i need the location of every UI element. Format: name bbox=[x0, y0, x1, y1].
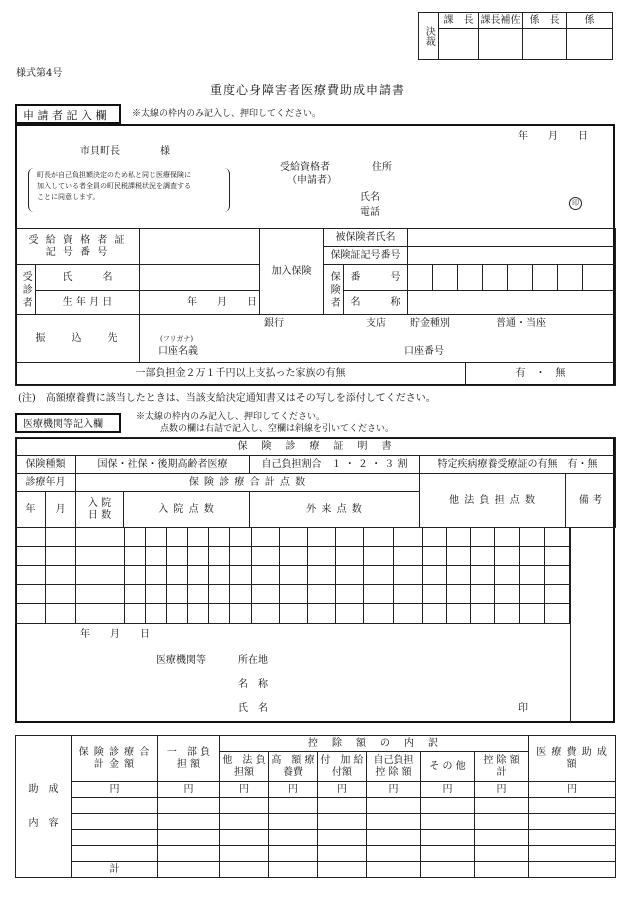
grid-cell[interactable] bbox=[16, 566, 46, 585]
grid-cell[interactable] bbox=[364, 604, 393, 624]
insurer-number-label: 番 号 bbox=[344, 265, 408, 291]
grid-cell[interactable] bbox=[519, 528, 544, 547]
grid-cell[interactable] bbox=[471, 585, 495, 604]
grid-cell[interactable] bbox=[76, 566, 124, 585]
grid-cell[interactable] bbox=[364, 528, 393, 547]
amount-cell[interactable] bbox=[158, 814, 220, 830]
deduction-total-label: 控 除 額 計 bbox=[475, 752, 529, 782]
grid-cell[interactable] bbox=[16, 604, 46, 624]
insurer-digit[interactable] bbox=[433, 265, 458, 291]
grid-cell[interactable] bbox=[308, 547, 336, 566]
grid-cell[interactable] bbox=[167, 566, 188, 585]
grid-cell[interactable] bbox=[145, 566, 166, 585]
insurer-digit[interactable] bbox=[558, 265, 583, 291]
cert-number-label: 受 給 資 格 者 証 記 号 番 号 bbox=[16, 229, 140, 265]
grid-cell[interactable] bbox=[167, 585, 188, 604]
high-cost-label: 高 額 療養費 bbox=[269, 752, 318, 782]
grid-cell[interactable] bbox=[230, 547, 251, 566]
grid-cell[interactable] bbox=[308, 604, 336, 624]
grid-cell[interactable] bbox=[124, 547, 145, 566]
grid-cell[interactable] bbox=[124, 528, 145, 547]
cert-date[interactable]: 年 月 日 bbox=[80, 629, 150, 640]
approval-header: 係 bbox=[567, 13, 613, 29]
grid-cell[interactable] bbox=[393, 528, 422, 547]
grid-cell[interactable] bbox=[230, 585, 251, 604]
yen-unit: 円 bbox=[475, 782, 529, 798]
insurance-type-options[interactable]: 国保・社保・後期高齢者医療 bbox=[76, 456, 250, 474]
location-label: 所在地 bbox=[238, 655, 268, 666]
yen-unit: 円 bbox=[421, 782, 475, 798]
grid-cell[interactable] bbox=[251, 585, 279, 604]
amount-cell[interactable] bbox=[158, 830, 220, 846]
grid-cell[interactable] bbox=[124, 604, 145, 624]
applicant-table bbox=[15, 228, 616, 363]
consent-text: 町長が自己負担額決定のため私と同じ医療保険に bbox=[37, 171, 191, 179]
total-amount-label: 保 険 診 療 合 計 金 額 bbox=[72, 736, 158, 782]
approval-header: 課 長 bbox=[439, 13, 479, 29]
amount-cell[interactable] bbox=[318, 814, 367, 830]
inpatient-days-label: 入 院 日 数 bbox=[76, 492, 124, 528]
grid-cell[interactable] bbox=[188, 547, 209, 566]
grid-cell[interactable] bbox=[544, 585, 569, 604]
grid-cell[interactable] bbox=[308, 585, 336, 604]
insurer-digit[interactable] bbox=[533, 265, 558, 291]
birthdate-label: 生 年 月 日 bbox=[36, 291, 140, 315]
grid-cell[interactable] bbox=[209, 528, 230, 547]
grid-cell[interactable] bbox=[422, 528, 446, 547]
patient-label: 受 診 者 bbox=[16, 265, 36, 315]
phone-label: 電話 bbox=[360, 207, 380, 218]
approval-header: 係 長 bbox=[523, 13, 567, 29]
footnote: (注) 高額療養費に該当したときは、当該支給決定通知書又はその写しを添付してください。 bbox=[18, 393, 436, 404]
amount-cell[interactable] bbox=[220, 862, 269, 878]
treatment-month-label: 診療年月 bbox=[16, 474, 76, 492]
grid-cell[interactable] bbox=[46, 604, 76, 624]
grid-cell[interactable] bbox=[124, 566, 145, 585]
grid-cell[interactable] bbox=[167, 528, 188, 547]
approval-stamp[interactable] bbox=[439, 29, 479, 60]
medical-header-table bbox=[15, 437, 616, 528]
consent-text: ことに同意します。 bbox=[37, 193, 100, 201]
amount-cell[interactable] bbox=[318, 798, 367, 814]
amount-cell[interactable] bbox=[421, 846, 475, 862]
amount-cell[interactable] bbox=[529, 814, 616, 830]
amount-cell[interactable] bbox=[220, 830, 269, 846]
grid-cell[interactable] bbox=[16, 585, 46, 604]
grid-cell[interactable] bbox=[393, 566, 422, 585]
grid-cell[interactable] bbox=[209, 547, 230, 566]
grid-cell[interactable] bbox=[279, 547, 307, 566]
grid-cell[interactable] bbox=[251, 566, 279, 585]
grid-cell[interactable] bbox=[251, 604, 279, 624]
insurer-name-label: 名 称 bbox=[344, 291, 408, 315]
certificate-title: 保 険 診 療 証 明 書 bbox=[16, 438, 616, 456]
outpatient-points-label: 外 来 点 数 bbox=[250, 492, 420, 528]
amount-cell[interactable] bbox=[72, 798, 158, 814]
grid-cell[interactable] bbox=[279, 528, 307, 547]
amount-cell[interactable] bbox=[367, 814, 421, 830]
deduction-breakdown-label: 控 除 額 の 内 訳 bbox=[220, 736, 529, 752]
grid-cell[interactable] bbox=[446, 585, 470, 604]
medical-note: ※太線の枠内のみ記入し、押印してください。 bbox=[136, 412, 326, 422]
applicant-note: ※太線の枠内のみ記入し、押印してください。 bbox=[132, 109, 322, 119]
grid-cell[interactable] bbox=[188, 604, 209, 624]
etc-label: そ の 他 bbox=[421, 752, 475, 782]
grid-cell[interactable] bbox=[76, 528, 124, 547]
insurer-name-field[interactable] bbox=[408, 291, 616, 315]
amount-cell[interactable] bbox=[158, 798, 220, 814]
amount-cell[interactable] bbox=[529, 862, 616, 878]
grid-cell[interactable] bbox=[76, 604, 124, 624]
institution-label: 医療機関等 bbox=[156, 655, 206, 666]
amount-cell[interactable] bbox=[421, 798, 475, 814]
bank-field[interactable]: 銀行 支店 貯金種別 普通・当座 (フリガナ) 口座名義 口座番号 bbox=[140, 315, 616, 363]
amount-cell[interactable] bbox=[529, 846, 616, 862]
approval-stamp[interactable] bbox=[479, 29, 523, 60]
cert-number-field[interactable] bbox=[140, 229, 260, 265]
grid-cell[interactable] bbox=[279, 604, 307, 624]
amount-cell[interactable] bbox=[475, 862, 529, 878]
approval-stamp[interactable] bbox=[523, 29, 567, 60]
recipient-sub: （申請者） bbox=[287, 175, 337, 186]
grid-cell[interactable] bbox=[251, 528, 279, 547]
grant-label: 助 成 内 容 bbox=[16, 736, 72, 878]
consent-text: 加入している者全員の町民税課税状況を調査する bbox=[37, 182, 191, 190]
month-label: 月 bbox=[46, 492, 76, 528]
grid-cell[interactable] bbox=[188, 566, 209, 585]
remarks-divider bbox=[570, 527, 571, 723]
grid-cell[interactable] bbox=[495, 604, 519, 624]
grid-cell[interactable] bbox=[471, 566, 495, 585]
insurer-digit[interactable] bbox=[583, 265, 616, 291]
medical-seal: 印 bbox=[518, 703, 528, 714]
copay-ratio[interactable]: 自己負担割合 １ ・ ２ ・ ３ 割 bbox=[250, 456, 420, 474]
grid-cell[interactable] bbox=[188, 528, 209, 547]
insurance-card-field[interactable] bbox=[408, 247, 616, 265]
amount-cell[interactable] bbox=[220, 846, 269, 862]
grid-cell[interactable] bbox=[124, 585, 145, 604]
grid-cell[interactable] bbox=[446, 604, 470, 624]
yen-unit: 円 bbox=[367, 782, 421, 798]
yen-unit: 円 bbox=[220, 782, 269, 798]
grid-cell[interactable] bbox=[167, 604, 188, 624]
grid-cell[interactable] bbox=[279, 585, 307, 604]
insured-name-field[interactable] bbox=[408, 229, 616, 247]
additional-benefit-label: 付 加 給付額 bbox=[318, 752, 367, 782]
grid-cell[interactable] bbox=[495, 547, 519, 566]
points-grid bbox=[15, 527, 570, 624]
grid-cell[interactable] bbox=[336, 566, 364, 585]
grid-cell[interactable] bbox=[495, 585, 519, 604]
other-law-label: 他 法 負担額 bbox=[220, 752, 269, 782]
approval-box bbox=[418, 12, 613, 60]
yen-unit: 円 bbox=[158, 782, 220, 798]
approval-header: 課長補佐 bbox=[479, 13, 523, 29]
amount-cell[interactable] bbox=[529, 830, 616, 846]
patient-name-label: 氏 名 bbox=[36, 265, 140, 291]
grid-cell[interactable] bbox=[251, 547, 279, 566]
amount-cell[interactable] bbox=[475, 814, 529, 830]
grid-cell[interactable] bbox=[446, 528, 470, 547]
grant-table bbox=[15, 735, 616, 878]
grid-cell[interactable] bbox=[167, 547, 188, 566]
total-label: 計 bbox=[72, 862, 158, 878]
grant-amount-label: 医 療 費 助 成 額 bbox=[529, 736, 616, 782]
amount-cell[interactable] bbox=[318, 862, 367, 878]
grid-cell[interactable] bbox=[308, 528, 336, 547]
grid-cell[interactable] bbox=[446, 566, 470, 585]
amount-cell[interactable] bbox=[269, 798, 318, 814]
grid-cell[interactable] bbox=[495, 528, 519, 547]
amount-cell[interactable] bbox=[475, 830, 529, 846]
grid-cell[interactable] bbox=[544, 528, 569, 547]
amount-cell[interactable] bbox=[72, 814, 158, 830]
grid-cell[interactable] bbox=[16, 528, 46, 547]
yen-unit: 円 bbox=[72, 782, 158, 798]
institution-name-label: 名 称 bbox=[238, 679, 268, 690]
doctor-name-label: 氏 名 bbox=[238, 703, 268, 714]
grid-cell[interactable] bbox=[519, 566, 544, 585]
amount-cell[interactable] bbox=[529, 798, 616, 814]
amount-cell[interactable] bbox=[158, 846, 220, 862]
grid-cell[interactable] bbox=[519, 585, 544, 604]
grid-cell[interactable] bbox=[364, 566, 393, 585]
grid-cell[interactable] bbox=[279, 566, 307, 585]
amount-cell[interactable] bbox=[367, 798, 421, 814]
grid-cell[interactable] bbox=[422, 604, 446, 624]
yen-unit: 円 bbox=[269, 782, 318, 798]
birthdate-field[interactable]: 年 月 日 bbox=[140, 291, 260, 315]
grid-cell[interactable] bbox=[46, 547, 76, 566]
yen-unit: 円 bbox=[529, 782, 616, 798]
insurer-digit[interactable] bbox=[508, 265, 533, 291]
family-question: 一部負担金２万１千円以上支払った家族の有無 bbox=[16, 363, 466, 386]
addressee: 市貝町長 様 bbox=[80, 146, 170, 157]
grid-cell[interactable] bbox=[471, 528, 495, 547]
grid-cell[interactable] bbox=[544, 566, 569, 585]
amount-cell[interactable] bbox=[269, 846, 318, 862]
grid-cell[interactable] bbox=[145, 585, 166, 604]
amount-cell[interactable] bbox=[269, 814, 318, 830]
grid-cell[interactable] bbox=[209, 585, 230, 604]
grid-cell[interactable] bbox=[76, 547, 124, 566]
amount-cell[interactable] bbox=[318, 846, 367, 862]
grid-cell[interactable] bbox=[393, 547, 422, 566]
grid-cell[interactable] bbox=[145, 528, 166, 547]
grid-cell[interactable] bbox=[519, 604, 544, 624]
amount-cell[interactable] bbox=[269, 830, 318, 846]
grid-cell[interactable] bbox=[336, 528, 364, 547]
bank-label: 振 込 先 bbox=[16, 315, 140, 363]
year-label: 年 bbox=[16, 492, 46, 528]
grid-cell[interactable] bbox=[16, 547, 46, 566]
amount-cell[interactable] bbox=[475, 798, 529, 814]
other-burden-label: 他 法 負 担 点 数 bbox=[420, 474, 566, 528]
grid-cell[interactable] bbox=[519, 547, 544, 566]
grid-cell[interactable] bbox=[336, 585, 364, 604]
remarks-label: 備 考 bbox=[566, 474, 616, 528]
amount-cell[interactable] bbox=[220, 798, 269, 814]
medical-section-label: 医療機関等記入欄 bbox=[15, 413, 121, 433]
form-title: 重度心身障害者医療費助成申請書 bbox=[210, 83, 406, 97]
grid-cell[interactable] bbox=[46, 528, 76, 547]
insured-name-label: 被保険者氏名 bbox=[324, 229, 408, 247]
recipient-label: 受給資格者 bbox=[280, 162, 330, 173]
insurance-type-label: 保険種類 bbox=[16, 456, 76, 474]
amount-cell[interactable] bbox=[72, 846, 158, 862]
approval-label: 決裁 bbox=[419, 13, 439, 60]
amount-cell[interactable] bbox=[220, 814, 269, 830]
grid-cell[interactable] bbox=[471, 547, 495, 566]
amount-cell[interactable] bbox=[158, 862, 220, 878]
approval-stamp[interactable] bbox=[567, 29, 613, 60]
form-number: 様式第4号 bbox=[16, 68, 63, 79]
amount-cell[interactable] bbox=[269, 862, 318, 878]
grid-cell[interactable] bbox=[471, 604, 495, 624]
amount-cell[interactable] bbox=[421, 862, 475, 878]
grid-cell[interactable] bbox=[422, 585, 446, 604]
insurer-digit[interactable] bbox=[408, 265, 433, 291]
insurer-label: 保 険 者 bbox=[324, 265, 344, 315]
points-total-label: 保 険 診 療 合 計 点 数 bbox=[76, 474, 420, 492]
copay-label: 一 部 負 担 額 bbox=[158, 736, 220, 782]
amount-cell[interactable] bbox=[72, 830, 158, 846]
amount-cell[interactable] bbox=[421, 830, 475, 846]
insurer-digit[interactable] bbox=[483, 265, 508, 291]
grid-cell[interactable] bbox=[422, 547, 446, 566]
name-label: 氏名 bbox=[360, 192, 380, 203]
grid-cell[interactable] bbox=[446, 547, 470, 566]
family-row bbox=[15, 362, 616, 386]
inpatient-points-label: 入 院 点 数 bbox=[124, 492, 250, 528]
amount-cell[interactable] bbox=[367, 862, 421, 878]
patient-name-field[interactable] bbox=[140, 265, 260, 291]
grid-cell[interactable] bbox=[76, 585, 124, 604]
grid-cell[interactable] bbox=[209, 604, 230, 624]
amount-cell[interactable] bbox=[421, 814, 475, 830]
insurance-label: 加入保険 bbox=[260, 229, 324, 315]
grid-cell[interactable] bbox=[393, 585, 422, 604]
medical-note: 点数の欄は右詰で記入し、空欄は斜線を引いてください。 bbox=[160, 424, 395, 434]
grid-cell[interactable] bbox=[230, 528, 251, 547]
yen-unit: 円 bbox=[318, 782, 367, 798]
specific-disease[interactable]: 特定疾病療養受療証の有無 有・無 bbox=[420, 456, 616, 474]
grid-cell[interactable] bbox=[364, 547, 393, 566]
grid-cell[interactable] bbox=[230, 566, 251, 585]
grid-cell[interactable] bbox=[393, 604, 422, 624]
amount-cell[interactable] bbox=[318, 830, 367, 846]
seal-mark: 印 bbox=[569, 192, 582, 210]
self-deduction-label: 自己負担 控 除 額 bbox=[367, 752, 421, 782]
amount-cell[interactable] bbox=[475, 846, 529, 862]
grid-cell[interactable] bbox=[145, 604, 166, 624]
grid-cell[interactable] bbox=[188, 585, 209, 604]
grid-cell[interactable] bbox=[308, 566, 336, 585]
grid-cell[interactable] bbox=[422, 566, 446, 585]
amount-cell[interactable] bbox=[367, 846, 421, 862]
grid-cell[interactable] bbox=[364, 585, 393, 604]
applicant-section-label: 申 請 者 記 入 欄 bbox=[15, 104, 121, 124]
grid-cell[interactable] bbox=[209, 566, 230, 585]
amount-cell[interactable] bbox=[367, 830, 421, 846]
grid-cell[interactable] bbox=[46, 585, 76, 604]
grid-cell[interactable] bbox=[544, 604, 569, 624]
grid-cell[interactable] bbox=[336, 604, 364, 624]
insurer-digit[interactable] bbox=[458, 265, 483, 291]
grid-cell[interactable] bbox=[495, 566, 519, 585]
grid-cell[interactable] bbox=[230, 604, 251, 624]
family-yes-no[interactable]: 有 ・ 無 bbox=[466, 363, 616, 386]
grid-cell[interactable] bbox=[46, 566, 76, 585]
grid-cell[interactable] bbox=[336, 547, 364, 566]
insurance-card-label: 保険証記号番号 bbox=[324, 247, 408, 265]
grid-cell[interactable] bbox=[544, 547, 569, 566]
application-date[interactable]: 年 月 日 bbox=[518, 131, 588, 142]
address-label: 住所 bbox=[372, 162, 392, 173]
grid-cell[interactable] bbox=[145, 547, 166, 566]
